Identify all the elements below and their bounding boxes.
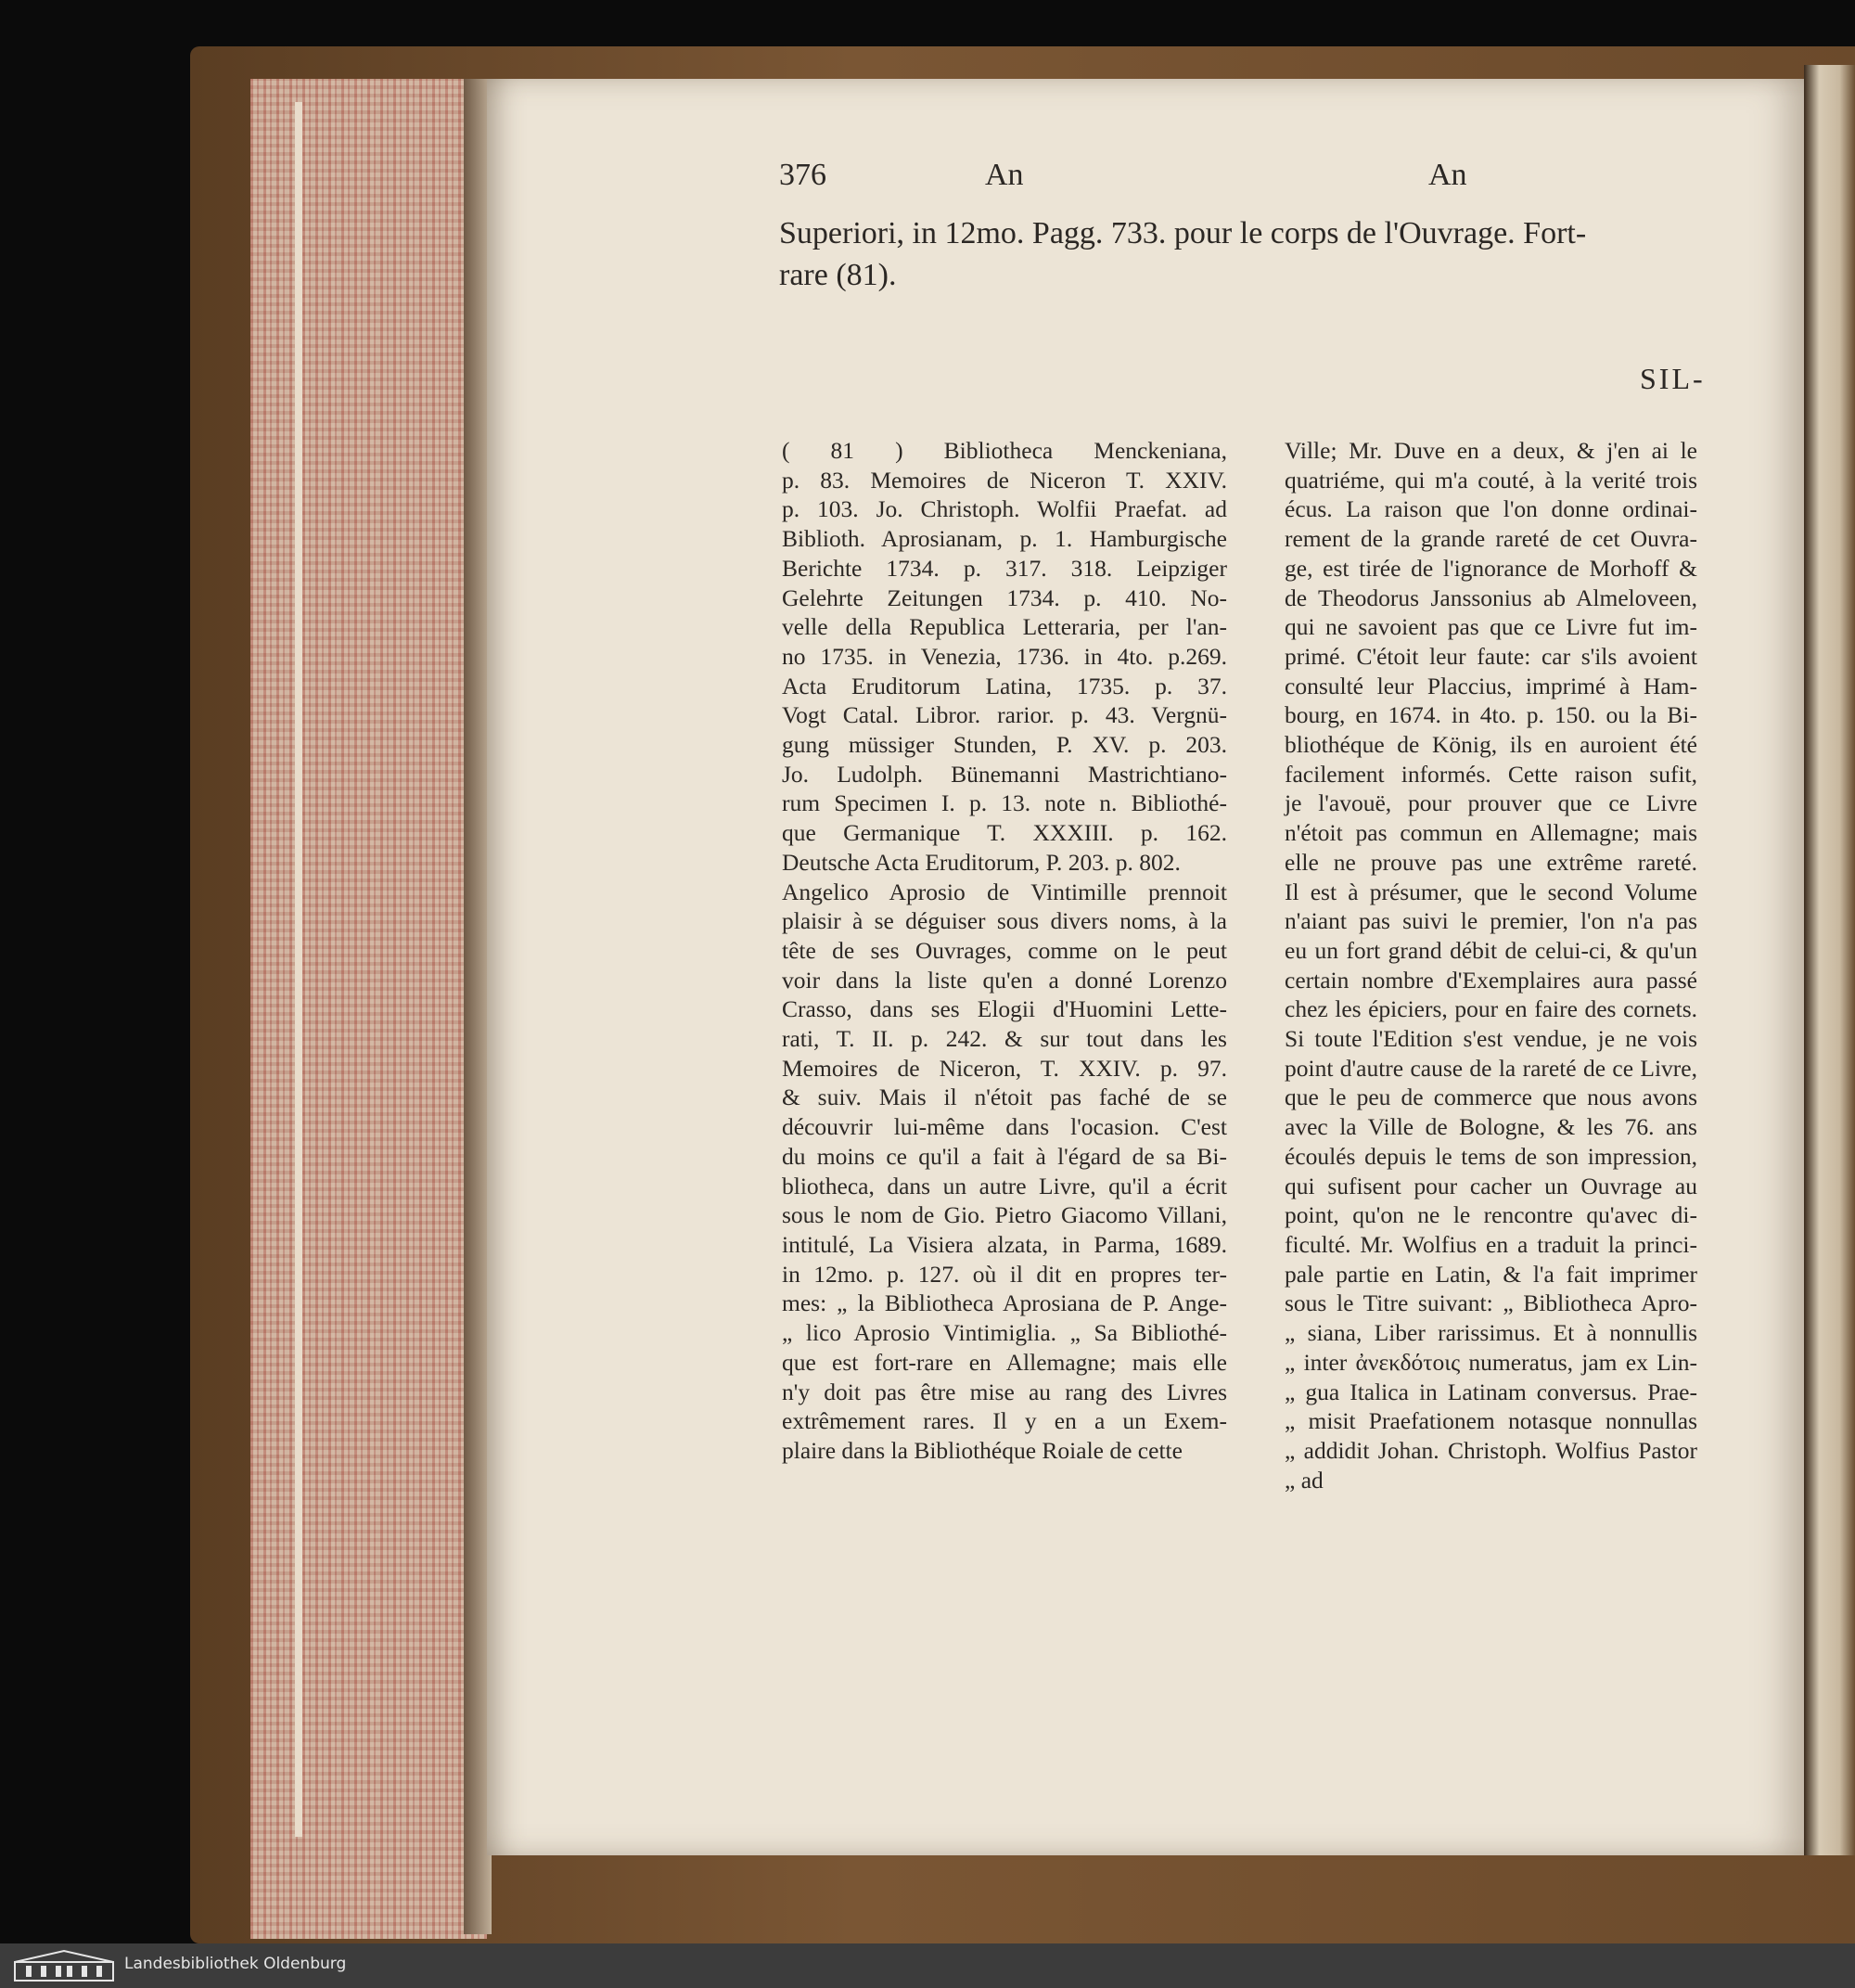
running-head-right: An [1428, 158, 1467, 192]
text-line: rati, T. II. p. 242. & sur tout dans les [782, 1025, 1227, 1053]
text-line: avec la Ville de Bologne, & les 76. ans [1285, 1113, 1697, 1141]
text-line: Berichte 1734. p. 317. 318. Leipziger [782, 554, 1227, 582]
footer-bar [0, 1943, 1855, 1988]
text-line: Acta Eruditorum Latina, 1735. p. 37. [782, 672, 1227, 699]
text-line: découvrir lui-même dans l'ocasion. C'est [782, 1113, 1227, 1141]
text-line: p. 83. Memoires de Niceron T. XXIV. [782, 466, 1227, 494]
page-edges-highlight [295, 102, 302, 1837]
text-line: plaire dans la Bibliothéque Roiale de cette [782, 1436, 1183, 1464]
text-line: point, qu'on ne le rencontre qu'avec di- [1285, 1201, 1697, 1229]
text-line: sous le Titre suivant: „ Bibliotheca Apro- [1285, 1289, 1697, 1317]
text-line: „ gua Italica in Latinam conversus. Prae- [1285, 1378, 1697, 1405]
text-line: rum Specimen I. p. 13. note n. Bibliothé- [782, 789, 1227, 817]
text-line: no 1735. in Venezia, 1736. in 4to. p.269. [782, 642, 1227, 670]
text-line: Vogt Catal. Libror. rarior. p. 43. Vergnü- [782, 701, 1227, 729]
text-line: facilement informés. Cette raison sufit, [1285, 760, 1697, 788]
text-line: je l'avouë, pour prouver que ce Livre [1285, 789, 1697, 817]
text-line: qui sufisent pour cacher un Ouvrage au [1285, 1172, 1697, 1199]
page-number: 376 [779, 158, 826, 192]
text-line: Gelehrte Zeitungen 1734. p. 410. No- [782, 584, 1227, 611]
catchword: SIL- [1640, 362, 1706, 395]
text-line: extrêmement rares. Il y en a un Exem- [782, 1407, 1227, 1435]
text-line: tête de ses Ouvrages, comme on le peut [782, 936, 1227, 964]
text-line: que est fort-rare en Allemagne; mais elle [782, 1348, 1227, 1376]
text-line: Crasso, dans ses Elogii d'Huomini Lette- [782, 995, 1227, 1023]
text-line: „ lico Aprosio Vintimiglia. „ Sa Bibliothé- [782, 1319, 1227, 1347]
body-line-1: Superiori, in 12mo. Pagg. 733. pour le corps de l'Ouvrage. Fort- [779, 216, 1587, 250]
text-line: in 12mo. p. 127. où il dit en propres ter- [782, 1260, 1227, 1288]
running-head-left: An [985, 158, 1024, 192]
text-line: elle ne prouve pas une extrême rareté. [1285, 848, 1697, 876]
text-line: p. 103. Jo. Christoph. Wolfii Praefat. ad [782, 495, 1227, 523]
text-line: certain nombre d'Exemplaires aura passé [1285, 966, 1697, 994]
text-line: velle della Republica Letteraria, per l'an- [782, 613, 1227, 641]
text-line: primé. C'étoit leur faute: car s'ils avoient [1285, 642, 1697, 670]
text-line: écus. La raison que l'on donne ordinai- [1285, 495, 1697, 523]
fore-edge [250, 79, 487, 1939]
text-line: intitulé, La Visiera alzata, in Parma, 1689. [782, 1230, 1227, 1258]
text-line: bliothéque de König, ils en auroient été [1285, 731, 1697, 759]
text-line: „ inter ἀνεκδότοις numeratus, jam ex Lin- [1285, 1348, 1697, 1376]
text-line: gung müssiger Stunden, P. XV. p. 203. [782, 731, 1227, 759]
text-line: rement de la grande rareté de cet Ouvra- [1285, 525, 1697, 553]
text-line: Ville; Mr. Duve en a deux, & j'en ai le [1285, 437, 1697, 464]
text-line: n'y doit pas être mise au rang des Livres [782, 1378, 1227, 1405]
facing-page-edge [1804, 65, 1855, 1855]
text-line: Jo. Ludolph. Bünemanni Mastrichtiano- [782, 760, 1227, 788]
right-column [1285, 436, 1697, 1494]
text-line: Angelico Aprosio de Vintimille prennoit [782, 878, 1227, 905]
text-line: consulté leur Placcius, imprimé à Ham- [1285, 672, 1697, 699]
text-line: plaisir à se déguiser sous divers noms, à la [782, 907, 1227, 935]
text-line: Si toute l'Edition s'est vendue, je ne vois [1285, 1025, 1697, 1053]
text-line: Biblioth. Aprosianam, p. 1. Hamburgische [782, 525, 1227, 553]
text-line: eu un fort grand débit de celui-ci, & qu'un [1285, 936, 1697, 964]
text-line: Deutsche Acta Eruditorum, P. 203. p. 802. [782, 848, 1181, 876]
text-line: „ misit Praefationem notasque nonnullas [1285, 1407, 1697, 1435]
text-line: „ siana, Liber rarissimus. Et à nonnullis [1285, 1319, 1697, 1347]
text-line: écoulés depuis le tems de son impression, [1285, 1142, 1697, 1170]
text-line: ge, est tirée de l'ignorance de Morhoff & [1285, 554, 1697, 582]
text-line: de Theodorus Janssonius ab Almeloveen, [1285, 584, 1697, 611]
text-line: ficulté. Mr. Wolfius en a traduit la princi- [1285, 1230, 1697, 1258]
text-line: que le peu de commerce que nous avons [1285, 1084, 1697, 1111]
body-line-2: rare (81). [779, 258, 897, 292]
text-line: bliotheca, dans un autre Livre, qu'il a écrit [782, 1172, 1227, 1199]
text-line: Il est à présumer, que le second Volume [1285, 878, 1697, 905]
text-line: point d'autre cause de la rareté de ce Livre, [1285, 1054, 1697, 1082]
text-line: chez les épiciers, pour en faire des cornets. [1285, 995, 1697, 1023]
left-column [782, 436, 1227, 1466]
text-line: „ addidit Johan. Christoph. Wolfius Pastor [1285, 1436, 1697, 1464]
text-line: n'aiant pas suivi le premier, l'on n'a pas [1285, 907, 1697, 935]
text-line: ( 81 ) Bibliotheca Menckeniana, [782, 437, 1227, 464]
text-line: que Germanique T. XXXIII. p. 162. [782, 819, 1227, 847]
text-line: Memoires de Niceron, T. XXIV. p. 97. [782, 1054, 1227, 1082]
text-line: voir dans la liste qu'en a donné Lorenzo [782, 966, 1227, 994]
text-line: & suiv. Mais il n'étoit pas faché de se [782, 1084, 1227, 1111]
text-line: mes: „ la Bibliotheca Aprosiana de P. Ange- [782, 1289, 1227, 1317]
library-building-icon [13, 1949, 115, 1982]
institution-name: Landesbibliothek Oldenburg [124, 1955, 347, 1973]
text-line: „ ad [1285, 1466, 1324, 1494]
text-line: quatriéme, qui m'a couté, à la verité trois [1285, 466, 1697, 494]
text-line: bourg, en 1674. in 4to. p. 150. ou la Bi- [1285, 701, 1697, 729]
text-line: pale partie en Latin, & l'a fait imprimer [1285, 1260, 1697, 1288]
text-line: sous le nom de Gio. Pietro Giacomo Villani, [782, 1201, 1227, 1229]
text-line: qui ne savoient pas que ce Livre fut im- [1285, 613, 1697, 641]
text-line: du moins ce qu'il a fait à l'égard de sa Bi- [782, 1142, 1227, 1170]
text-line: n'étoit pas commun en Allemagne; mais [1285, 819, 1697, 847]
